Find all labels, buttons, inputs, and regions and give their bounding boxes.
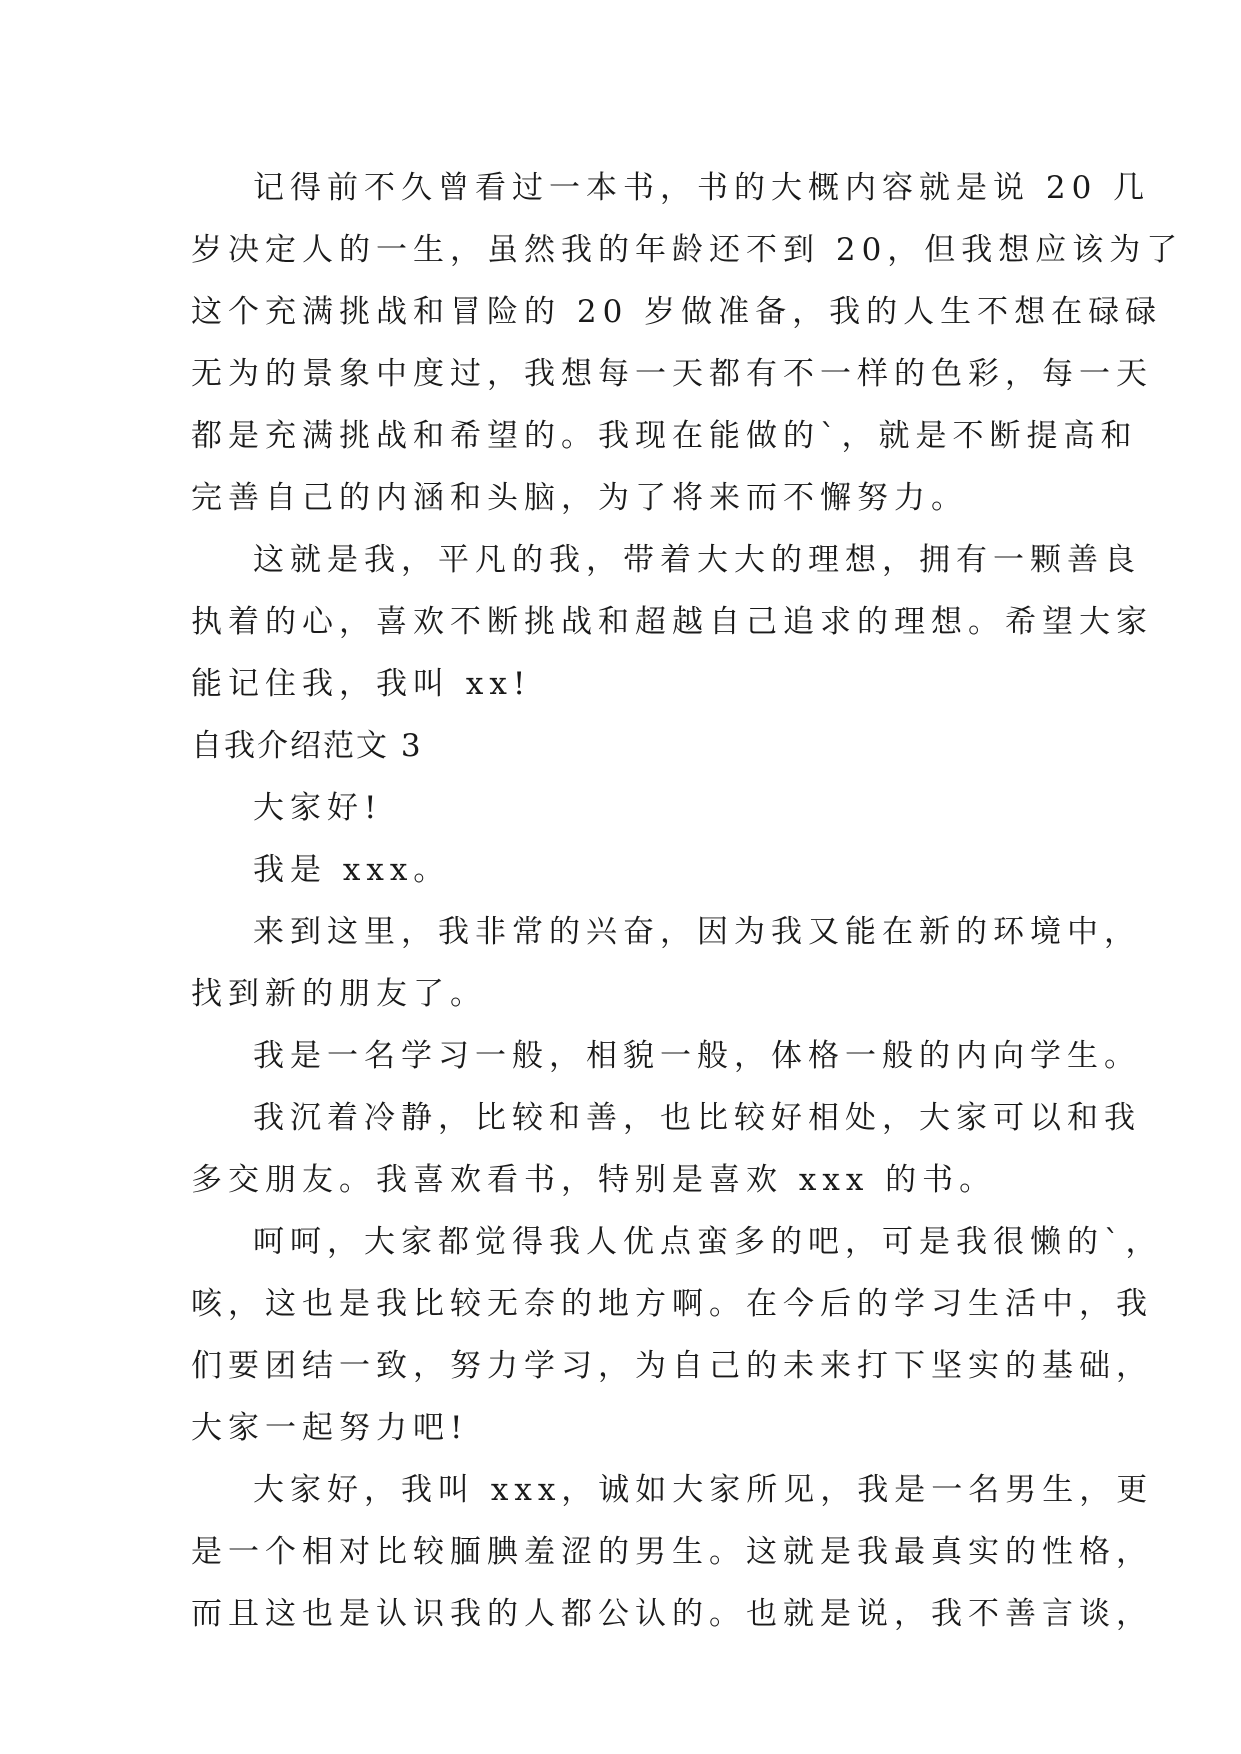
- text-line: 们要团结一致，努力学习，为自己的未来打下坚实的基础，: [191, 1348, 1153, 1384]
- text-line: 完善自己的内涵和头脑，为了将来而不懈努力。: [191, 480, 968, 516]
- text-line: 我是一名学习一般，相貌一般，体格一般的内向学生。: [253, 1038, 1141, 1074]
- text-line: 找到新的朋友了。: [191, 976, 487, 1012]
- text-line: 咳，这也是我比较无奈的地方啊。在今后的学习生活中，我: [191, 1286, 1153, 1322]
- text-line: 岁决定人的一生，虽然我的年龄还不到 20，但我想应该为了: [191, 232, 1184, 268]
- text-line: 记得前不久曾看过一本书，书的大概内容就是说 20 几: [253, 170, 1151, 206]
- text-line: 执着的心，喜欢不断挑战和超越自己追求的理想。希望大家: [191, 604, 1153, 640]
- text-line: 这就是我，平凡的我，带着大大的理想，拥有一颗善良: [253, 542, 1141, 578]
- document-body: [191, 157, 1184, 1645]
- text-line: 呵呵，大家都觉得我人优点蛮多的吧，可是我很懒的`，: [253, 1224, 1163, 1260]
- text-line: 多交朋友。我喜欢看书，特别是喜欢 xxx 的书。: [191, 1162, 997, 1198]
- text-line: 我沉着冷静，比较和善，也比较好相处，大家可以和我: [253, 1100, 1141, 1136]
- text-line: 大家好!: [253, 790, 383, 826]
- text-line: 无为的景象中度过，我想每一天都有不一样的色彩，每一天: [191, 356, 1153, 392]
- text-line: 来到这里，我非常的兴奋，因为我又能在新的环境中，: [253, 914, 1141, 950]
- text-line: 是一个相对比较腼腆羞涩的男生。这就是我最真实的性格，: [191, 1534, 1153, 1570]
- text-line: 而且这也是认识我的人都公认的。也就是说，我不善言谈，: [191, 1596, 1153, 1632]
- text-line: 大家一起努力吧!: [191, 1410, 469, 1446]
- text-line: 能记住我，我叫 xx!: [191, 666, 532, 702]
- text-line: 大家好，我叫 xxx，诚如大家所见，我是一名男生，更: [253, 1472, 1154, 1508]
- section-heading: 自我介绍范文 3: [191, 728, 423, 764]
- text-line: 都是充满挑战和希望的。我现在能做的`，就是不断提高和: [191, 418, 1138, 454]
- text-line: 这个充满挑战和冒险的 20 岁做准备，我的人生不想在碌碌: [191, 294, 1163, 330]
- text-line: 我是 xxx。: [253, 852, 451, 888]
